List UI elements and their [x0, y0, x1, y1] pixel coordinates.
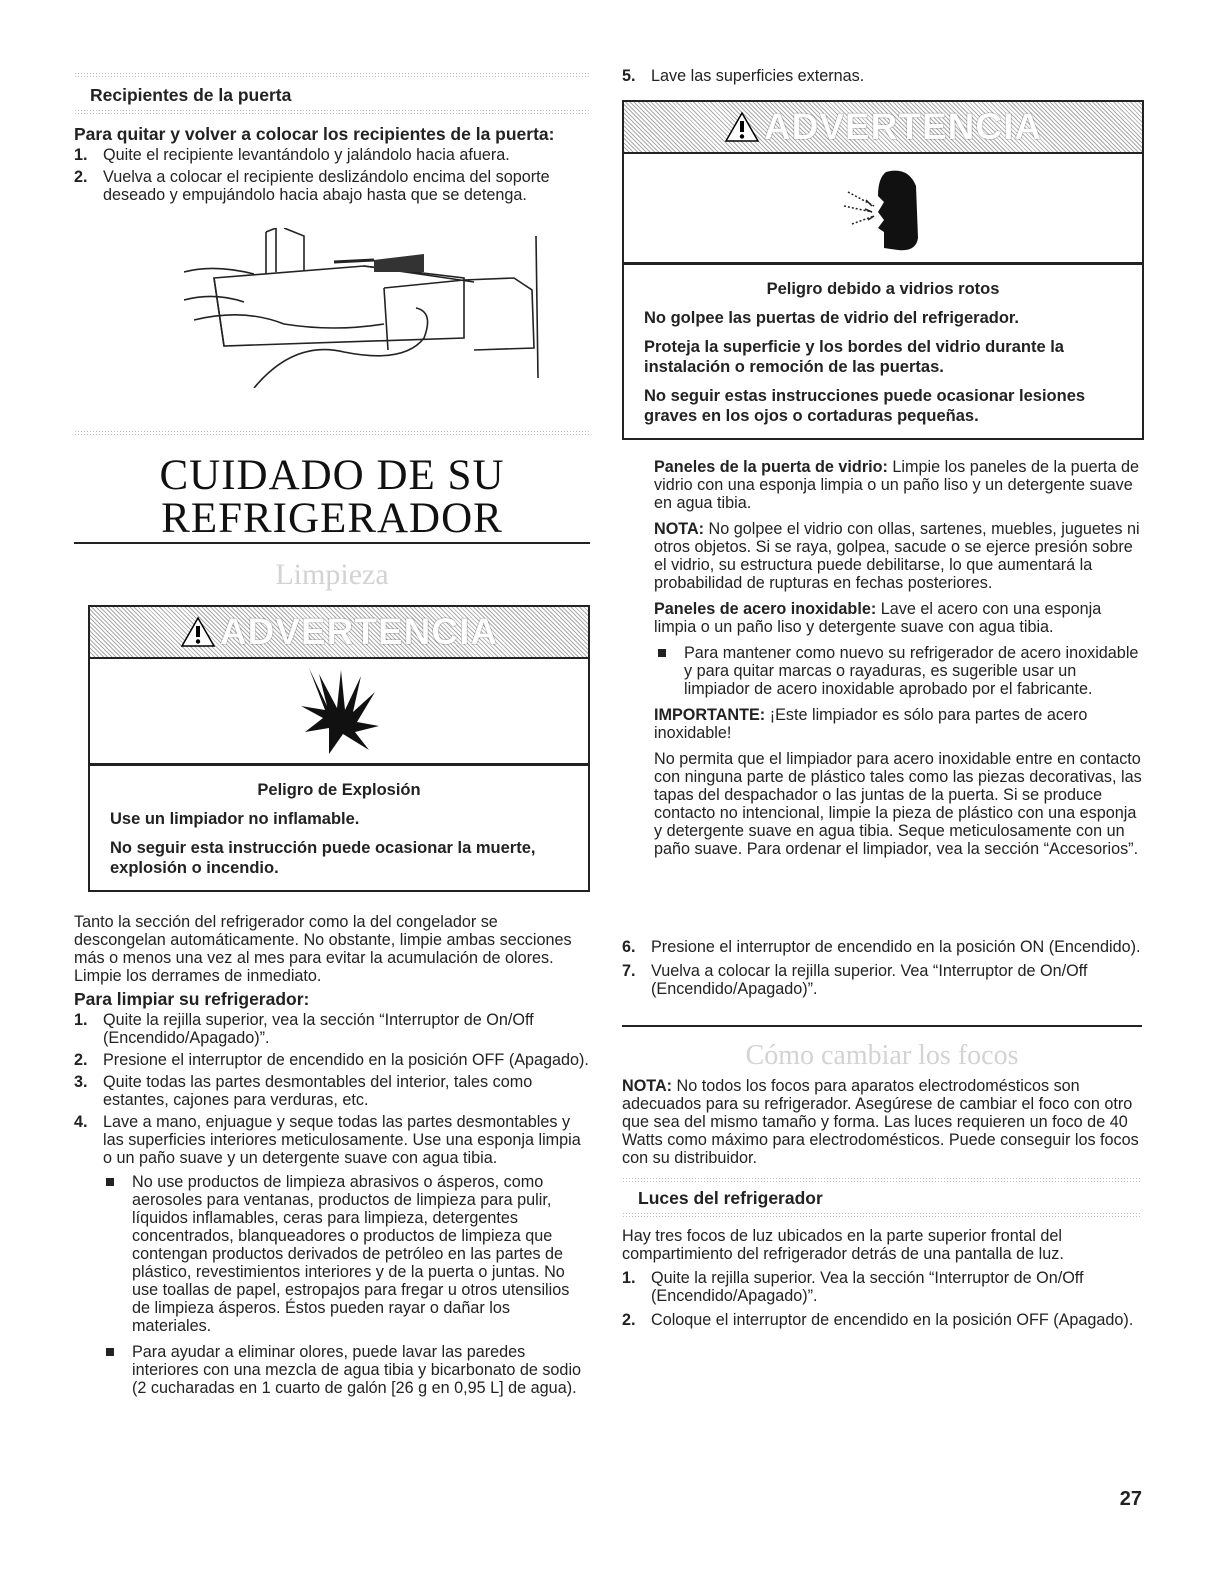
nota1-paragraph: [654, 520, 1142, 592]
warning-box-glass: [622, 100, 1144, 440]
list-item: [622, 938, 1142, 956]
title-rule: [74, 542, 590, 544]
list-item: [74, 1051, 590, 1069]
main-title-line1: CUIDADO DE SU: [159, 452, 505, 499]
step-number: 2.: [622, 1311, 636, 1329]
glass-text: Limpie los paneles de la puerta de vidrio con una esponja limpia o un paño liso y un detergente suave en agua tibia.: [654, 458, 1139, 512]
warning-triangle-icon: [180, 616, 216, 648]
nota2-paragraph: [622, 1077, 1142, 1167]
warning-body: [90, 766, 588, 890]
list-item: [74, 1011, 590, 1047]
panels-section: [654, 458, 1142, 858]
section-rule-bottom: [622, 1212, 1142, 1217]
step-number: 2.: [74, 1051, 88, 1069]
bullet-square-icon: [106, 1348, 114, 1356]
warning-header-text: ADVERTENCIA: [219, 611, 499, 652]
main-title-line2: REFRIGERADOR: [161, 495, 503, 542]
warning-header: [624, 102, 1142, 152]
bullet-text: Para ayudar a eliminar olores, puede lavar las paredes interiores con una mezcla de agua tibia y bicarbonato de sodio (2 cucharadas en 1 cuarto de galón [26 g en 0,95 L] de agua).: [132, 1343, 582, 1397]
step-text: Coloque el interruptor de encendido en la posición OFF (Apagado).: [651, 1311, 1134, 1329]
bullet-item: [622, 644, 1142, 698]
bulbs-section: [622, 1077, 1142, 1329]
step-text: Quite el recipiente levantándolo y jalándolo hacia afuera.: [103, 146, 510, 164]
warning-line: No golpee las puertas de vidrio del refrigerador.: [644, 309, 1020, 327]
main-title: [74, 454, 590, 540]
cleaning-section: [74, 913, 590, 1397]
list-item: [622, 67, 1171, 85]
warning-header: [90, 607, 588, 657]
section-rule-top: [622, 1177, 1142, 1182]
glass-paragraph: [654, 458, 1142, 512]
step-text: Quite todas las partes desmontables del interior, tales como estantes, cajones para verduras, etc.: [103, 1073, 533, 1109]
step-text: Lave a mano, enjuague y seque todas las partes desmontables y las superficies interiores meticulosamente. Use una esponja limpia o un paño suave y un detergente suave con agua tibia.: [103, 1113, 581, 1167]
plastic-paragraph: No permita que el limpiador para acero inoxidable entre en contacto con ninguna parte de plástico tales como las piezas decorativas, las tapas del despachador o las juntas de la puerta. Si se produce contacto no intencional, limpie la pieza de plástico con una esponja y detergente suave en agua tibia. Seque meticulosamente con un paño suave. Para ordenar el limpiador, vea la sección “Accesorios”.: [654, 750, 1142, 858]
warning-box-explosion: [88, 605, 590, 892]
steel-label: Paneles de acero inoxidable:: [654, 600, 877, 618]
warning-header-text: ADVERTENCIA: [763, 106, 1043, 147]
door-bin-illustration: [184, 228, 564, 388]
step-text: Vuelva a colocar el recipiente deslizándolo encima del soporte deseado y empujándolo hacia abajo hasta que se detenga.: [103, 168, 550, 204]
warning-body: [624, 265, 1142, 438]
warning-line: No seguir estas instrucciones puede ocasionar lesiones graves en los ojos o cortaduras pequeñas.: [644, 387, 1086, 425]
list-item: [622, 962, 1142, 998]
list-item: [74, 168, 590, 204]
step-text: Presione el interruptor de encendido en la posición ON (Encendido).: [651, 938, 1141, 956]
warning-title: [724, 106, 1042, 148]
warning-triangle-icon: [724, 111, 760, 143]
warning-icon-area: [90, 657, 588, 766]
section-divider: [74, 430, 590, 435]
bins-title: Recipientes de la puerta: [90, 85, 292, 105]
step-text: Quite la rejilla superior. Vea la sección “Interruptor de On/Off (Encendido/Apagado)”.: [651, 1269, 1084, 1305]
nota-label: NOTA:: [622, 1077, 673, 1095]
warning-icon-area: [624, 152, 1142, 265]
important-label: IMPORTANTE:: [654, 706, 766, 724]
nota-text: No todos los focos para aparatos electrodomésticos son adecuados para su refrigerador. Asegúrese de cambiar el foco con otro que sea del mismo tamaño y forma. Las luces requieren un foco de 40 Watts como máximo para electrodomésticos. Puede conseguir los focos con su distribuidor.: [622, 1077, 1139, 1167]
glass-label: Paneles de la puerta de vidrio:: [654, 458, 888, 476]
step-text: Vuelva a colocar la rejilla superior. Vea “Interruptor de On/Off (Encendido/Apagado)”.: [651, 962, 1088, 998]
list-item: [74, 1113, 590, 1167]
step-number: 3.: [74, 1073, 88, 1091]
step-text: Presione el interruptor de encendido en la posición OFF (Apagado).: [103, 1051, 589, 1069]
important-paragraph: [654, 706, 1142, 742]
steel-paragraph: [654, 600, 1142, 636]
step-number: 7.: [622, 962, 636, 980]
bullet-text: Para mantener como nuevo su refrigerador de acero inoxidable y para quitar marcas o rayaduras, es sugerible usar un limpiador de acero inoxidable aprobado por el fabricante.: [684, 644, 1139, 698]
lights-title: Luces del refrigerador: [638, 1188, 823, 1208]
bullet-text: No use productos de limpieza abrasivos o ásperos, como aerosoles para ventanas, productos de limpieza para pulir, líquidos inflamables, ceras para limpieza, detergentes concentrados, blanqueadores o productos de limpieza que contengan productos derivados de petróleo en las partes de plástico, revestimientos interiores y de la puerta o juntas. No use toallas de papel, estropajos para fregar u otros utensilios de limpieza ásperos. Éstos pueden rayar o dañar los materiales.: [132, 1173, 570, 1335]
important-text: ¡Este limpiador es sólo para partes de acero inoxidable!: [654, 706, 1088, 742]
cleaning-title: Limpieza: [275, 558, 389, 591]
warning-title: [180, 611, 498, 653]
section-rule-top: [74, 72, 590, 77]
clean-subtitle: Para limpiar su refrigerador:: [74, 989, 310, 1009]
list-item: [622, 1311, 1142, 1329]
step-number: 1.: [74, 146, 88, 164]
warning-line: Proteja la superficie y los bordes del vidrio durante la instalación o remoción de las puertas.: [644, 338, 1064, 376]
warning-line: No seguir esta instrucción puede ocasionar la muerte, explosión o incendio.: [110, 839, 536, 877]
warning-line: Use un limpiador no inflamable.: [110, 810, 360, 828]
lights-intro: Hay tres focos de luz ubicados en la parte superior frontal del compartimiento del refrigerador detrás de una pantalla de luz.: [622, 1227, 1064, 1263]
step-number: 1.: [622, 1269, 636, 1287]
step-text: Quite la rejilla superior, vea la sección “Interruptor de On/Off (Encendido/Apagado)”.: [103, 1011, 534, 1047]
step-number: 2.: [74, 168, 88, 186]
step-number: 5.: [622, 67, 636, 85]
step-number: 1.: [74, 1011, 88, 1029]
bullet-square-icon: [106, 1178, 114, 1186]
bins-section: [74, 72, 590, 204]
list-item: [622, 1269, 1142, 1305]
step-number: 4.: [74, 1113, 88, 1131]
bullet-item: [74, 1343, 590, 1397]
bulbs-title: Cómo cambiar los focos: [745, 1040, 1019, 1071]
step-text: Lave las superficies externas.: [651, 67, 865, 85]
eye-injury-icon: [838, 162, 928, 254]
intro-paragraph: Tanto la sección del refrigerador como la del congelador se descongelan automáticamente. No obstante, limpie ambas secciones más o menos una vez al mes para evitar la acumulación de olores. Limpie los derrames de inmediato.: [74, 913, 572, 985]
bullet-item: [74, 1173, 590, 1335]
nota-label: NOTA:: [654, 520, 705, 538]
steel-text: Lave el acero con una esponja limpia o un paño liso y detergente suave con agua tibia.: [654, 600, 1102, 636]
page-number: 27: [1119, 1488, 1142, 1510]
section-rule: [622, 1025, 1142, 1027]
nota-text: No golpee el vidrio con ollas, sartenes, muebles, juguetes ni otros objetos. Si se raya, golpea, sacude o se ejerce presión sobre el vidrio, su estructura puede debilitarse, lo que aumentará la probabilidad de rupturas en fechas posteriores.: [654, 520, 1140, 592]
explosion-icon: [299, 666, 379, 756]
list-item: [74, 1073, 590, 1109]
warning-hazard: Peligro de Explosión: [257, 781, 421, 799]
warning-hazard: Peligro debido a vidrios rotos: [766, 280, 1000, 298]
bins-subtitle: Para quitar y volver a colocar los recipientes de la puerta:: [74, 124, 555, 144]
step-number: 6.: [622, 938, 636, 956]
final-steps: [622, 938, 1142, 998]
section-rule-bottom: [74, 109, 590, 114]
list-item: [74, 146, 590, 164]
bullet-square-icon: [658, 649, 666, 657]
